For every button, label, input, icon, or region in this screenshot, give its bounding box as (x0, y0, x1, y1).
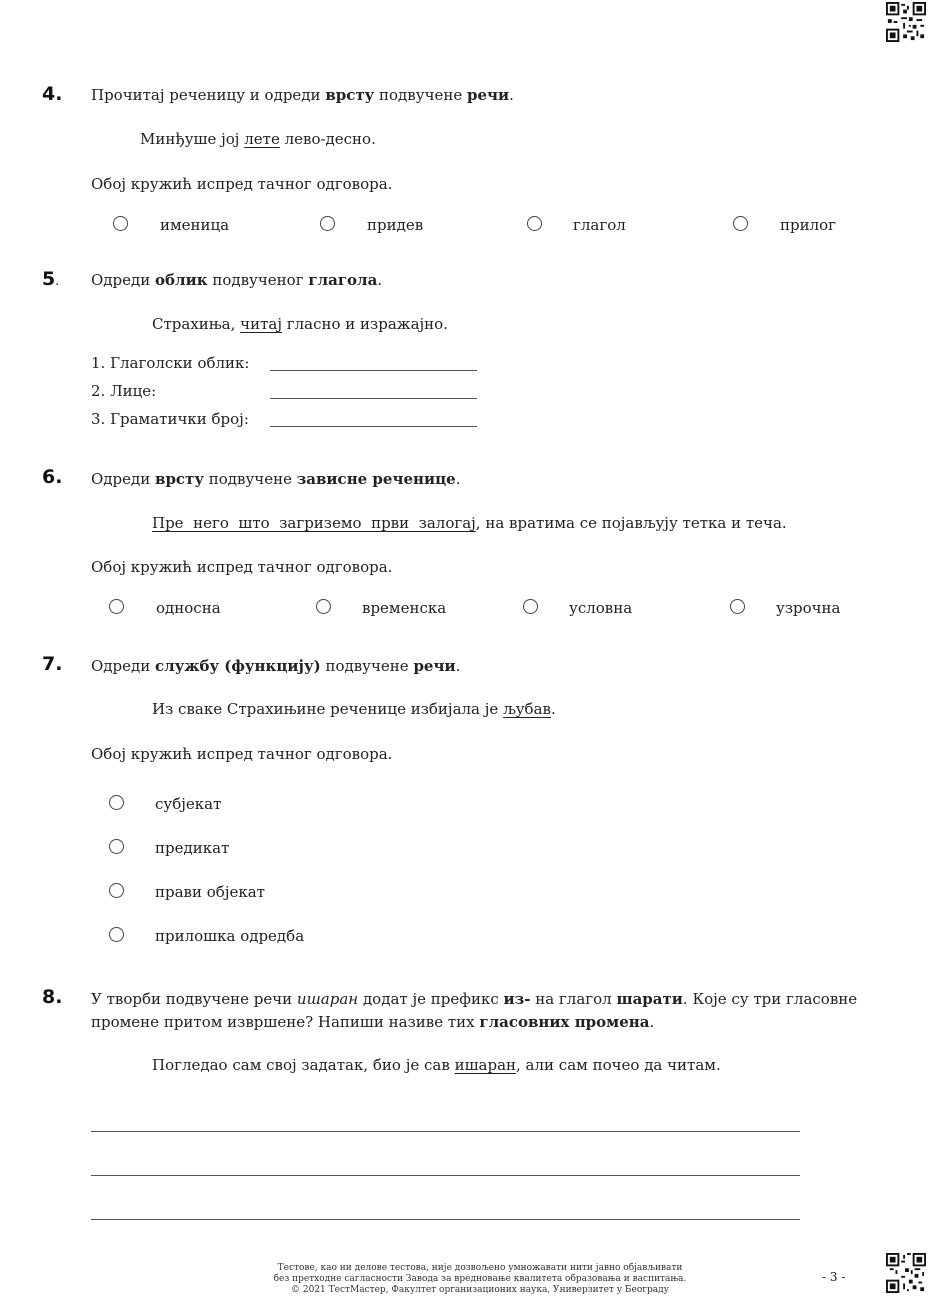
question-number: 8. (42, 986, 63, 1008)
option-radio[interactable] (109, 839, 124, 854)
example-sentence: Страхиња, читај гласно и изражајно. (152, 315, 448, 333)
instruction: Обој кружић испред тачног одговора. (91, 558, 393, 576)
answer-line[interactable] (91, 1131, 800, 1132)
option-label: предикат (155, 839, 230, 857)
option-label: придев (367, 216, 424, 234)
option-label: глагол (573, 216, 626, 234)
question-number: 4. (42, 83, 63, 105)
answer-line[interactable] (270, 426, 477, 427)
option-radio[interactable] (109, 927, 124, 942)
option-radio[interactable] (527, 216, 542, 231)
qr-code-icon (886, 2, 926, 42)
question-number: 5. (42, 268, 60, 290)
option-radio[interactable] (109, 599, 124, 614)
question-prompt: Одреди службу (функцију) подвучене речи. (91, 657, 461, 675)
qr-code-icon (886, 1253, 926, 1293)
field-label: 3. Граматички број: (91, 410, 249, 428)
option-label: именица (160, 216, 230, 234)
option-label: временска (362, 599, 447, 617)
option-label: прилог (780, 216, 837, 234)
option-label: односна (156, 599, 221, 617)
answer-line[interactable] (91, 1219, 800, 1220)
instruction: Обој кружић испред тачног одговора. (91, 175, 393, 193)
option-label: прилошка одредба (155, 927, 305, 945)
example-sentence: Из сваке Страхињине реченице избијала је љубав. (152, 700, 556, 718)
question-prompt: Одреди облик подвученог глагола. (91, 271, 383, 289)
question-prompt: Прочитај реченицу и одреди врсту подвучене речи. (91, 86, 514, 104)
example-sentence: Пре него што загриземо први залогај, на вратима се појављују тетка и теча. (152, 514, 787, 532)
option-radio[interactable] (733, 216, 748, 231)
example-sentence: Минђуше јој лете лево-десно. (140, 130, 376, 148)
footer-notice: Тестове, као ни делове тестова, није дозвољено умножавати нити јавно објављивати без претходне сагласности Завода за вредновање квалитета образовања и васпитања. © 2021 ТестМастер, Факултет организационих наука, Универзитет у Београду (273, 1263, 687, 1295)
instruction: Обој кружић испред тачног одговора. (91, 745, 393, 763)
question-prompt-continued: промене притом извршене? Напиши називе тих гласовних промена. (91, 1013, 655, 1031)
option-radio[interactable] (320, 216, 335, 231)
answer-line[interactable] (91, 1175, 800, 1176)
option-label: субјекат (155, 795, 222, 813)
field-label: 2. Лице: (91, 382, 157, 400)
option-radio[interactable] (523, 599, 538, 614)
answer-line[interactable] (270, 398, 477, 399)
option-radio[interactable] (109, 883, 124, 898)
page-number: - 3 - (822, 1270, 846, 1284)
option-radio[interactable] (730, 599, 745, 614)
field-label: 1. Глаголски облик: (91, 354, 250, 372)
option-radio[interactable] (113, 216, 128, 231)
option-radio[interactable] (316, 599, 331, 614)
question-prompt: У творби подвучене речи ишаран додат је префикс из- на глагол шарати. Које су три гласовне (91, 990, 858, 1008)
question-prompt: Одреди врсту подвучене зависне реченице. (91, 470, 461, 488)
question-number: 7. (42, 653, 63, 675)
answer-line[interactable] (270, 370, 477, 371)
example-sentence: Погледао сам свој задатак, био је сав ишаран, али сам почео да читам. (152, 1056, 721, 1074)
option-radio[interactable] (109, 795, 124, 810)
option-label: условна (569, 599, 633, 617)
option-label: узрочна (776, 599, 841, 617)
question-number: 6. (42, 466, 63, 488)
option-label: прави објекат (155, 883, 265, 901)
